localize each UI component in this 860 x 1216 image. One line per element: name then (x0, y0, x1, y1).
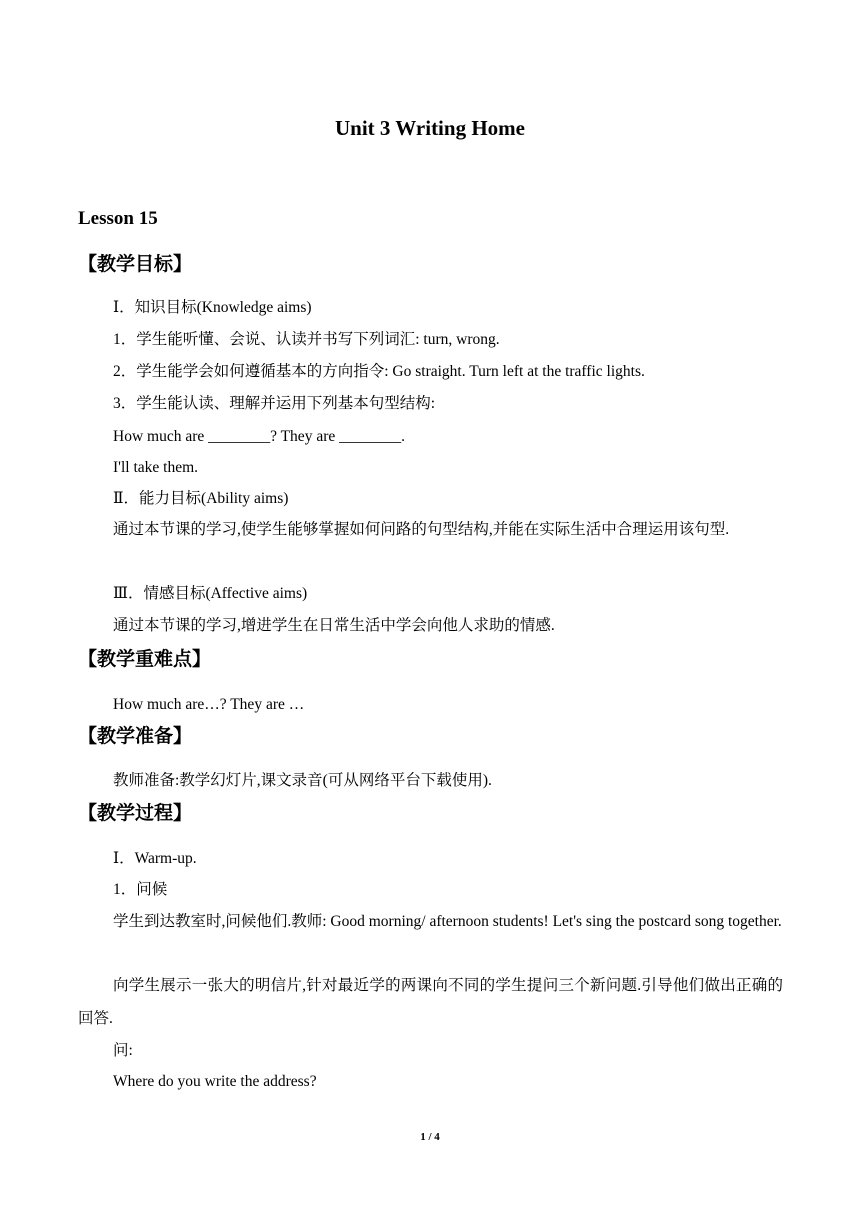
section-heading-key-points: 【教学重难点】 (78, 649, 212, 670)
objective-item-3: 3．学生能认读、理解并运用下列基本句型结构: (113, 395, 436, 412)
preparation-text: 教师准备:教学幻灯片,课文录音(可从网络平台下载使用). (113, 772, 492, 789)
affective-aims-text: 通过本节课的学习,增进学生在日常生活中学会向他人求助的情感. (113, 617, 555, 634)
sentence-pattern-2: I'll take them. (113, 459, 199, 476)
greeting-title: 1．问候 (113, 881, 168, 898)
lesson-heading: Lesson 15 (78, 208, 158, 229)
ability-aims-title: Ⅱ．能力目标(Ability aims) (113, 490, 289, 507)
section-heading-preparation: 【教学准备】 (78, 726, 193, 747)
affective-aims-title: Ⅲ．情感目标(Affective aims) (113, 585, 308, 602)
section-heading-process: 【教学过程】 (78, 803, 193, 824)
postcard-text: 向学生展示一张大的明信片,针对最近学的两课向不同的学生提问三个新问题.引导他们做出正确的回答. (78, 977, 783, 1027)
knowledge-aims-title: Ⅰ．知识目标(Knowledge aims) (113, 299, 312, 316)
ask-label: 问: (113, 1042, 133, 1059)
key-points-text: How much are…? They are … (113, 696, 305, 713)
sentence-pattern-1: How much are ________? They are ________. (113, 428, 405, 445)
warmup-title: Ⅰ．Warm-up. (113, 850, 197, 867)
greeting-text: 学生到达教室时,问候他们.教师: Good morning/ afternoon students! Let's sing the postcard song together. (113, 913, 782, 930)
ability-aims-text: 通过本节课的学习,使学生能够掌握如何问路的句型结构,并能在实际生活中合理运用该句型. (113, 521, 730, 538)
document-title: Unit 3 Writing Home (335, 116, 525, 140)
objective-item-2: 2．学生能学会如何遵循基本的方向指令: Go straight. Turn left at the traffic lights. (113, 363, 645, 380)
question-1: Where do you write the address? (113, 1073, 317, 1090)
objective-item-1: 1．学生能听懂、会说、认读并书写下列词汇: turn, wrong. (113, 331, 500, 348)
section-heading-objectives: 【教学目标】 (78, 254, 193, 275)
page-number: 1 / 4 (420, 1131, 440, 1143)
